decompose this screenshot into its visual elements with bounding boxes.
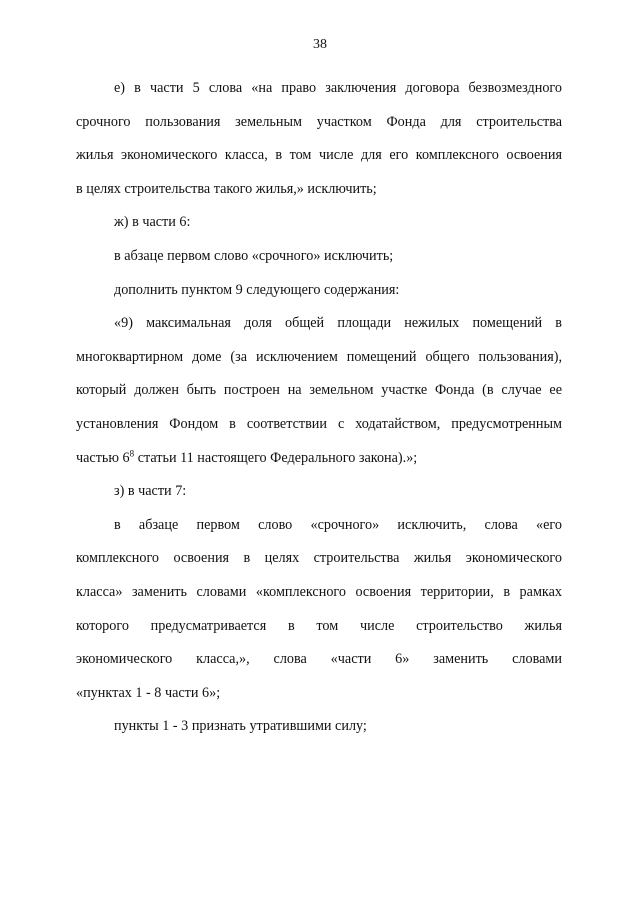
- text-line: комплексного освоения в целях строительства жилья экономического: [76, 550, 562, 567]
- paragraph-e: [76, 72, 562, 206]
- text-line: многоквартирном доме (за исключением помещений общего пользования),: [76, 348, 562, 365]
- text-line: установления Фондом в соответствии с ходатайством, предусмотренным: [76, 415, 562, 432]
- text-line: в абзаце первом слово «срочного» исключить;: [114, 247, 394, 264]
- text-line: «9) максимальная доля общей площади нежилых помещений в: [114, 315, 562, 332]
- text-line: ж) в части 6:: [114, 214, 191, 231]
- text-line: срочного пользования земельным участком Фонда для строительства: [76, 113, 562, 130]
- paragraph-z: [76, 475, 562, 509]
- text-line: з) в части 7:: [114, 483, 187, 500]
- paragraph-zh: [76, 206, 562, 240]
- text-fragment: статьи 11 настоящего Федерального закона).»;: [134, 449, 418, 466]
- page-number: 38: [313, 37, 327, 52]
- text-line: который должен быть построен на земельном участке Фонда (в случае ее: [76, 382, 562, 399]
- text-line: е) в части 5 слова «на право заключения договора безвозмездного: [114, 80, 562, 96]
- text-line: «пунктах 1 - 8 части 6»;: [76, 684, 221, 701]
- paragraph-abzac: [76, 240, 562, 274]
- paragraph-point-9: [76, 307, 562, 475]
- text-line: пункты 1 - 3 признать утратившими силу;: [114, 718, 367, 735]
- paragraph-punkty: [76, 710, 562, 744]
- text-fragment: частью 6: [76, 449, 130, 466]
- text-line: которого предусматривается в том числе строительство жилья: [76, 617, 562, 634]
- paragraph-abzac-pervom: [76, 509, 562, 711]
- text-line: класса» заменить словами «комплексного освоения территории, в рамках: [76, 583, 562, 600]
- text-line: в абзаце первом слово «срочного» исключить, слова «его: [114, 516, 562, 533]
- paragraph-dopolnit: [76, 274, 562, 308]
- text-line: жилья экономического класса, в том числе для его комплексного освоения: [76, 147, 562, 164]
- document-body: [76, 72, 562, 744]
- text-line: [76, 442, 562, 476]
- text-line: дополнить пунктом 9 следующего содержания:: [114, 281, 400, 298]
- superscript: 8: [129, 447, 135, 458]
- text-line: в целях строительства такого жилья,» исключить;: [76, 180, 377, 197]
- text-line: экономического класса,», слова «части 6» заменить словами: [76, 651, 562, 668]
